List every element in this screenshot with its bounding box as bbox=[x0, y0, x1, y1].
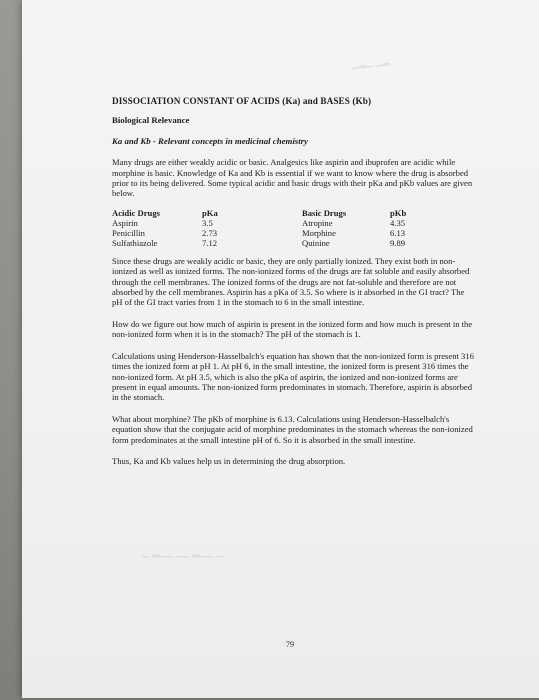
intro-paragraph: Many drugs are either weakly acidic or basic. Analgesics like aspirin and ibuprofen are acidic while morphine is basic. Knowledge of Ka and Kb is essential if we want to know where the drug is absorbed prior to its being delivered. Some typical acidic and basic drugs with their pKa and pKb values are given below. bbox=[112, 157, 473, 199]
pka-value: 7.12 bbox=[202, 237, 218, 248]
pkb-value: 4.35 bbox=[390, 217, 406, 228]
pka-value: 2.73 bbox=[202, 227, 218, 238]
section-subtitle: Biological Relevance bbox=[112, 115, 190, 126]
calculation-paragraph: Calculations using Henderson-Hasselbalch's equation has shown that the non-ionized form is present 316 times the ionized form at pH 1. At pH 6, in the small intestine, the ionized form is present 316 times the non-ionized form. At pH 3.5, which is also the pKa of aspirin, the ionized and non-ionized forms are present in equal amounts. The non-ionized form predominates in stomach. Therefore, aspirin is absorbed in the stomach. bbox=[112, 350, 474, 403]
pka-value: 3.5 bbox=[202, 217, 213, 228]
pka-header: pKa bbox=[202, 207, 218, 218]
acidic-drug-name: Aspirin bbox=[112, 217, 138, 228]
acidic-drugs-header: Acidic Drugs bbox=[112, 207, 160, 218]
document-page bbox=[22, 0, 539, 698]
acidic-drug-name: Penicillin bbox=[112, 227, 145, 238]
acidic-pka-column bbox=[202, 208, 302, 248]
document-body bbox=[112, 96, 474, 466]
pkb-value: 9.89 bbox=[390, 237, 406, 248]
bleed-through-marks: ▁▂▁ ▁▂ bbox=[351, 56, 390, 70]
basic-drugs-header: Basic Drugs bbox=[302, 207, 347, 218]
pkb-header: pKb bbox=[390, 207, 407, 218]
bleed-through-marks: ▁ ▂▁▁ ▁▁ ▂▁▁ ▁ bbox=[142, 548, 223, 558]
acidic-drug-column bbox=[112, 208, 202, 248]
basic-drug-name: Quinine bbox=[302, 237, 330, 248]
question-paragraph: How do we figure out how much of aspirin is present in the ionized form and how much is present in the non-ionized form when it is in the stomach? The pH of the stomach is 1. bbox=[112, 318, 473, 340]
ionization-paragraph: Since these drugs are weakly acidic or basic, they are only partially ionized. They exist both in non-ionized as well as ionized forms. The non-ionized forms of the drugs are fat soluble and easily absorbed through the cell membranes. The ionized forms of the drugs are not fat-soluble and therefore are not absorbed by the cell membranes. Aspirin has a pKa of 3.5. So where is it absorbed in the GI tract? The pH of the GI tract varies from 1 in the stomach to 6 in the small intestine. bbox=[112, 255, 470, 308]
concept-heading: Ka and Kb - Relevant concepts in medicinal chemistry bbox=[112, 135, 308, 146]
conclusion-paragraph: Thus, Ka and Kb values help us in determining the drug absorption. bbox=[112, 455, 346, 466]
pkb-value: 6.13 bbox=[390, 227, 406, 238]
basic-drug-name: Atropine bbox=[302, 217, 333, 228]
drug-table bbox=[112, 208, 474, 248]
basic-drug-column bbox=[302, 208, 390, 248]
basic-pkb-column bbox=[390, 208, 430, 248]
basic-drug-name: Morphine bbox=[302, 227, 336, 238]
morphine-paragraph: What about morphine? The pKb of morphine is 6.13. Calculations using Henderson-Hasselbalch's equation show that the conjugate acid of morphine predominates in the stomach whereas the non-ionized form predominates at the small intestine pH of 6. So it is absorbed in the small intestine. bbox=[112, 413, 473, 445]
page-number: 79 bbox=[286, 640, 294, 649]
acidic-drug-name: Sulfathiazole bbox=[112, 237, 158, 248]
page-title: DISSOCIATION CONSTANT OF ACIDS (Ka) and BASES (Kb) bbox=[112, 96, 372, 106]
